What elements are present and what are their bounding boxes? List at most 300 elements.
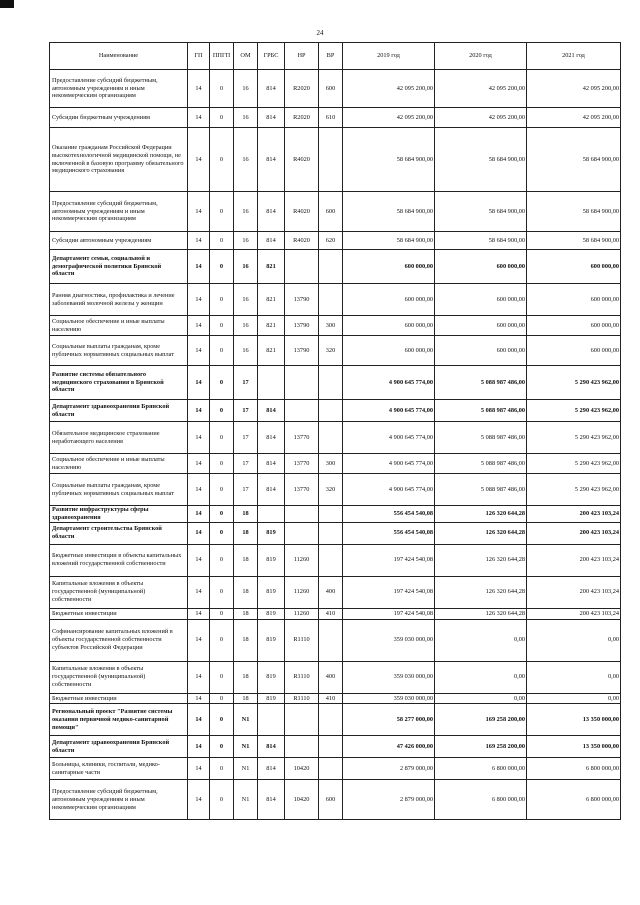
cell-ppgp: 0 bbox=[210, 192, 234, 232]
cell-ppgp: 0 bbox=[210, 780, 234, 820]
cell-ppgp: 0 bbox=[210, 576, 234, 608]
cell-name: Социальные выплаты гражданам, кроме публичных нормативных социальных выплат bbox=[50, 336, 188, 366]
cell-y2020: 5 088 987 486,00 bbox=[435, 474, 527, 506]
cell-y2019: 42 095 200,00 bbox=[343, 108, 435, 128]
cell-vr: 400 bbox=[319, 661, 343, 693]
cell-ppgp: 0 bbox=[210, 70, 234, 108]
cell-nr bbox=[285, 506, 319, 523]
cell-om: N1 bbox=[234, 736, 258, 758]
table-row bbox=[50, 336, 621, 366]
cell-y2021: 600 000,00 bbox=[527, 284, 621, 316]
cell-vr: 300 bbox=[319, 454, 343, 474]
cell-vr bbox=[319, 619, 343, 661]
cell-nr bbox=[285, 366, 319, 400]
cell-om: 18 bbox=[234, 576, 258, 608]
cell-y2021: 13 350 000,00 bbox=[527, 736, 621, 758]
cell-om: 16 bbox=[234, 284, 258, 316]
cell-nr: 13770 bbox=[285, 454, 319, 474]
cell-om: N1 bbox=[234, 704, 258, 736]
cell-y2021: 58 684 900,00 bbox=[527, 128, 621, 192]
cell-y2020: 126 320 644,28 bbox=[435, 544, 527, 576]
cell-y2021: 200 423 103,24 bbox=[527, 608, 621, 619]
cell-grbs: 821 bbox=[258, 336, 285, 366]
cell-nr bbox=[285, 736, 319, 758]
cell-y2020: 600 000,00 bbox=[435, 316, 527, 336]
cell-vr bbox=[319, 400, 343, 422]
table-row bbox=[50, 506, 621, 523]
cell-nr: 13770 bbox=[285, 422, 319, 454]
table-row bbox=[50, 474, 621, 506]
cell-vr: 320 bbox=[319, 336, 343, 366]
cell-nr: R4020 bbox=[285, 232, 319, 250]
cell-grbs: 814 bbox=[258, 422, 285, 454]
cell-nr: 13790 bbox=[285, 316, 319, 336]
cell-name: Ранняя диагностика, профилактика и лечение заболеваний молочной железы у женщин bbox=[50, 284, 188, 316]
cell-name: Бюджетные инвестиции в объекты капитальных вложений государственной собственности bbox=[50, 544, 188, 576]
cell-y2021: 42 095 200,00 bbox=[527, 108, 621, 128]
cell-nr bbox=[285, 704, 319, 736]
cell-y2020: 5 088 987 486,00 bbox=[435, 422, 527, 454]
cell-gp: 14 bbox=[188, 128, 210, 192]
cell-name: Социальные выплаты гражданам, кроме публичных нормативных социальных выплат bbox=[50, 474, 188, 506]
cell-y2021: 42 095 200,00 bbox=[527, 70, 621, 108]
cell-nr: R4020 bbox=[285, 192, 319, 232]
cell-y2019: 556 454 540,08 bbox=[343, 506, 435, 523]
cell-grbs: 814 bbox=[258, 70, 285, 108]
budget-table bbox=[49, 42, 621, 820]
cell-gp: 14 bbox=[188, 454, 210, 474]
table-row bbox=[50, 693, 621, 704]
cell-y2019: 4 900 645 774,00 bbox=[343, 366, 435, 400]
cell-gp: 14 bbox=[188, 422, 210, 454]
cell-nr: 10420 bbox=[285, 758, 319, 780]
cell-om: 17 bbox=[234, 454, 258, 474]
cell-y2021: 0,00 bbox=[527, 693, 621, 704]
page-number: 24 bbox=[316, 29, 324, 37]
cell-gp: 14 bbox=[188, 108, 210, 128]
cell-nr: 10420 bbox=[285, 780, 319, 820]
cell-om: 16 bbox=[234, 70, 258, 108]
cell-y2020: 5 088 987 486,00 bbox=[435, 400, 527, 422]
cell-y2020: 58 684 900,00 bbox=[435, 232, 527, 250]
column-header-2020: 2020 год bbox=[435, 43, 527, 70]
cell-grbs: 814 bbox=[258, 400, 285, 422]
cell-vr bbox=[319, 506, 343, 523]
cell-grbs: 821 bbox=[258, 250, 285, 284]
cell-ppgp: 0 bbox=[210, 704, 234, 736]
table-row bbox=[50, 661, 621, 693]
cell-gp: 14 bbox=[188, 316, 210, 336]
cell-nr bbox=[285, 250, 319, 284]
cell-y2020: 42 095 200,00 bbox=[435, 70, 527, 108]
cell-ppgp: 0 bbox=[210, 758, 234, 780]
cell-om: 18 bbox=[234, 522, 258, 544]
cell-vr bbox=[319, 250, 343, 284]
cell-nr: R2020 bbox=[285, 70, 319, 108]
cell-vr: 600 bbox=[319, 780, 343, 820]
cell-y2021: 200 423 103,24 bbox=[527, 506, 621, 523]
cell-y2019: 58 684 900,00 bbox=[343, 192, 435, 232]
cell-gp: 14 bbox=[188, 661, 210, 693]
cell-gp: 14 bbox=[188, 608, 210, 619]
cell-name: Оказание гражданам Российской Федерации высокотехнологичной медицинской помощи, не включенной в базовую программу обязательного медицинского страхования bbox=[50, 128, 188, 192]
cell-grbs: 819 bbox=[258, 619, 285, 661]
cell-nr: R2020 bbox=[285, 108, 319, 128]
cell-y2019: 359 030 000,00 bbox=[343, 661, 435, 693]
cell-y2021: 200 423 103,24 bbox=[527, 544, 621, 576]
cell-y2019: 4 900 645 774,00 bbox=[343, 474, 435, 506]
cell-y2021: 58 684 900,00 bbox=[527, 232, 621, 250]
column-header-name: Наименование bbox=[50, 43, 188, 70]
cell-gp: 14 bbox=[188, 619, 210, 661]
cell-y2021: 5 290 423 962,00 bbox=[527, 454, 621, 474]
cell-y2019: 600 000,00 bbox=[343, 284, 435, 316]
cell-y2020: 126 320 644,28 bbox=[435, 522, 527, 544]
cell-om: 16 bbox=[234, 128, 258, 192]
cell-gp: 14 bbox=[188, 366, 210, 400]
cell-y2019: 197 424 540,08 bbox=[343, 576, 435, 608]
cell-ppgp: 0 bbox=[210, 316, 234, 336]
cell-vr: 610 bbox=[319, 108, 343, 128]
cell-grbs: 814 bbox=[258, 780, 285, 820]
cell-om: 18 bbox=[234, 506, 258, 523]
cell-vr bbox=[319, 284, 343, 316]
cell-name: Развитие инфраструктуры сферы здравоохранения bbox=[50, 506, 188, 523]
cell-ppgp: 0 bbox=[210, 250, 234, 284]
cell-y2021: 600 000,00 bbox=[527, 316, 621, 336]
cell-y2020: 600 000,00 bbox=[435, 250, 527, 284]
cell-gp: 14 bbox=[188, 400, 210, 422]
table-row bbox=[50, 422, 621, 454]
cell-name: Субсидии автономным учреждениям bbox=[50, 232, 188, 250]
cell-y2019: 2 879 000,00 bbox=[343, 758, 435, 780]
cell-grbs: 819 bbox=[258, 544, 285, 576]
cell-ppgp: 0 bbox=[210, 232, 234, 250]
cell-name: Бюджетные инвестиции bbox=[50, 693, 188, 704]
cell-y2019: 2 879 000,00 bbox=[343, 780, 435, 820]
cell-y2019: 58 684 900,00 bbox=[343, 128, 435, 192]
cell-ppgp: 0 bbox=[210, 336, 234, 366]
cell-vr bbox=[319, 544, 343, 576]
cell-ppgp: 0 bbox=[210, 108, 234, 128]
cell-grbs: 819 bbox=[258, 661, 285, 693]
cell-nr: R1110 bbox=[285, 619, 319, 661]
cell-y2021: 58 684 900,00 bbox=[527, 192, 621, 232]
cell-ppgp: 0 bbox=[210, 454, 234, 474]
cell-gp: 14 bbox=[188, 704, 210, 736]
cell-y2021: 0,00 bbox=[527, 661, 621, 693]
cell-gp: 14 bbox=[188, 522, 210, 544]
cell-nr: R1110 bbox=[285, 661, 319, 693]
cell-y2019: 4 900 645 774,00 bbox=[343, 422, 435, 454]
cell-nr: 13790 bbox=[285, 336, 319, 366]
cell-y2021: 600 000,00 bbox=[527, 250, 621, 284]
cell-y2021: 6 800 000,00 bbox=[527, 758, 621, 780]
cell-om: 18 bbox=[234, 693, 258, 704]
cell-gp: 14 bbox=[188, 232, 210, 250]
cell-grbs: 819 bbox=[258, 608, 285, 619]
cell-gp: 14 bbox=[188, 474, 210, 506]
table-row bbox=[50, 576, 621, 608]
cell-name: Департамент строительства Брянской области bbox=[50, 522, 188, 544]
cell-gp: 14 bbox=[188, 780, 210, 820]
table-row bbox=[50, 454, 621, 474]
cell-ppgp: 0 bbox=[210, 619, 234, 661]
cell-vr bbox=[319, 522, 343, 544]
table-row bbox=[50, 128, 621, 192]
cell-nr: 11260 bbox=[285, 544, 319, 576]
column-header-vr: ВР bbox=[319, 43, 343, 70]
cell-gp: 14 bbox=[188, 758, 210, 780]
cell-name: Обязательное медицинское страхование неработающего населения bbox=[50, 422, 188, 454]
cell-ppgp: 0 bbox=[210, 284, 234, 316]
cell-ppgp: 0 bbox=[210, 400, 234, 422]
cell-name: Предоставление субсидий бюджетным, автономным учреждениям и иным некоммерческим организациям bbox=[50, 70, 188, 108]
cell-y2021: 0,00 bbox=[527, 619, 621, 661]
cell-om: N1 bbox=[234, 758, 258, 780]
cell-om: 18 bbox=[234, 608, 258, 619]
table-row bbox=[50, 619, 621, 661]
table-row bbox=[50, 758, 621, 780]
cell-y2019: 197 424 540,08 bbox=[343, 608, 435, 619]
cell-y2019: 359 030 000,00 bbox=[343, 693, 435, 704]
cell-ppgp: 0 bbox=[210, 128, 234, 192]
cell-om: 16 bbox=[234, 232, 258, 250]
cell-gp: 14 bbox=[188, 70, 210, 108]
cell-y2019: 58 277 000,00 bbox=[343, 704, 435, 736]
cell-ppgp: 0 bbox=[210, 661, 234, 693]
cell-gp: 14 bbox=[188, 736, 210, 758]
column-header-grbs: ГРБС bbox=[258, 43, 285, 70]
cell-om: 16 bbox=[234, 108, 258, 128]
cell-y2021: 5 290 423 962,00 bbox=[527, 422, 621, 454]
cell-vr: 410 bbox=[319, 693, 343, 704]
cell-name: Департамент здравоохранения Брянской области bbox=[50, 736, 188, 758]
cell-om: 18 bbox=[234, 544, 258, 576]
cell-y2020: 0,00 bbox=[435, 661, 527, 693]
cell-nr bbox=[285, 400, 319, 422]
table-row bbox=[50, 250, 621, 284]
cell-name: Департамент здравоохранения Брянской области bbox=[50, 400, 188, 422]
cell-vr: 600 bbox=[319, 192, 343, 232]
cell-grbs bbox=[258, 366, 285, 400]
column-header-2021: 2021 год bbox=[527, 43, 621, 70]
cell-vr: 600 bbox=[319, 70, 343, 108]
cell-y2020: 6 800 000,00 bbox=[435, 758, 527, 780]
cell-y2019: 58 684 900,00 bbox=[343, 232, 435, 250]
cell-om: 16 bbox=[234, 336, 258, 366]
cell-name: Социальное обеспечение и иные выплаты населению bbox=[50, 454, 188, 474]
cell-y2019: 4 900 645 774,00 bbox=[343, 400, 435, 422]
cell-y2020: 126 320 644,28 bbox=[435, 506, 527, 523]
cell-grbs: 821 bbox=[258, 316, 285, 336]
table-row bbox=[50, 704, 621, 736]
cell-y2020: 6 800 000,00 bbox=[435, 780, 527, 820]
cell-gp: 14 bbox=[188, 192, 210, 232]
cell-nr: R4020 bbox=[285, 128, 319, 192]
cell-y2021: 5 290 423 962,00 bbox=[527, 474, 621, 506]
cell-y2019: 600 000,00 bbox=[343, 316, 435, 336]
cell-y2020: 5 088 987 486,00 bbox=[435, 366, 527, 400]
cell-ppgp: 0 bbox=[210, 736, 234, 758]
cell-vr bbox=[319, 128, 343, 192]
cell-y2020: 42 095 200,00 bbox=[435, 108, 527, 128]
cell-y2020: 600 000,00 bbox=[435, 284, 527, 316]
cell-vr: 400 bbox=[319, 576, 343, 608]
cell-grbs: 814 bbox=[258, 736, 285, 758]
cell-gp: 14 bbox=[188, 576, 210, 608]
cell-ppgp: 0 bbox=[210, 474, 234, 506]
cell-y2020: 58 684 900,00 bbox=[435, 128, 527, 192]
cell-nr: 11260 bbox=[285, 576, 319, 608]
cell-y2019: 600 000,00 bbox=[343, 250, 435, 284]
cell-ppgp: 0 bbox=[210, 422, 234, 454]
cell-y2019: 600 000,00 bbox=[343, 336, 435, 366]
cell-y2019: 4 900 645 774,00 bbox=[343, 454, 435, 474]
cell-y2020: 0,00 bbox=[435, 693, 527, 704]
cell-grbs: 814 bbox=[258, 128, 285, 192]
table-row bbox=[50, 544, 621, 576]
table-row bbox=[50, 780, 621, 820]
cell-om: 17 bbox=[234, 400, 258, 422]
cell-gp: 14 bbox=[188, 693, 210, 704]
cell-name: Социальное обеспечение и иные выплаты населению bbox=[50, 316, 188, 336]
cell-grbs bbox=[258, 506, 285, 523]
cell-grbs: 821 bbox=[258, 284, 285, 316]
table-header bbox=[50, 43, 621, 70]
cell-om: 18 bbox=[234, 619, 258, 661]
cell-y2021: 6 800 000,00 bbox=[527, 780, 621, 820]
cell-name: Региональный проект "Развитие системы оказания первичной медико-санитарной помощи" bbox=[50, 704, 188, 736]
cell-y2020: 58 684 900,00 bbox=[435, 192, 527, 232]
cell-ppgp: 0 bbox=[210, 608, 234, 619]
cell-om: 17 bbox=[234, 422, 258, 454]
cell-grbs: 814 bbox=[258, 108, 285, 128]
table-row bbox=[50, 366, 621, 400]
cell-vr bbox=[319, 758, 343, 780]
cell-om: N1 bbox=[234, 780, 258, 820]
cell-grbs: 814 bbox=[258, 454, 285, 474]
cell-vr bbox=[319, 736, 343, 758]
column-header-2019: 2019 год bbox=[343, 43, 435, 70]
cell-ppgp: 0 bbox=[210, 522, 234, 544]
cell-name: Развитие системы обязательного медицинского страхования в Брянской области bbox=[50, 366, 188, 400]
cell-gp: 14 bbox=[188, 284, 210, 316]
table-row bbox=[50, 284, 621, 316]
cell-name: Капитальные вложения в объекты государственной (муниципальной) собственности bbox=[50, 661, 188, 693]
cell-y2020: 5 088 987 486,00 bbox=[435, 454, 527, 474]
table-row bbox=[50, 400, 621, 422]
table-row bbox=[50, 522, 621, 544]
cell-om: 18 bbox=[234, 661, 258, 693]
cell-nr: 11260 bbox=[285, 608, 319, 619]
cell-nr: R1110 bbox=[285, 693, 319, 704]
cell-vr bbox=[319, 366, 343, 400]
cell-grbs: 814 bbox=[258, 758, 285, 780]
cell-grbs: 814 bbox=[258, 232, 285, 250]
table-row bbox=[50, 736, 621, 758]
cell-nr: 13770 bbox=[285, 474, 319, 506]
cell-name: Департамент семьи, социальной и демографической политики Брянской области bbox=[50, 250, 188, 284]
corner-mark bbox=[0, 0, 14, 8]
table-row bbox=[50, 232, 621, 250]
cell-vr: 410 bbox=[319, 608, 343, 619]
table-row bbox=[50, 608, 621, 619]
cell-vr: 320 bbox=[319, 474, 343, 506]
cell-name: Капитальные вложения в объекты государственной (муниципальной) собственности bbox=[50, 576, 188, 608]
cell-grbs: 819 bbox=[258, 693, 285, 704]
cell-gp: 14 bbox=[188, 544, 210, 576]
cell-ppgp: 0 bbox=[210, 544, 234, 576]
cell-gp: 14 bbox=[188, 506, 210, 523]
cell-y2019: 197 424 540,08 bbox=[343, 544, 435, 576]
cell-y2019: 556 454 540,08 bbox=[343, 522, 435, 544]
cell-y2020: 126 320 644,28 bbox=[435, 576, 527, 608]
table-row bbox=[50, 192, 621, 232]
cell-grbs: 819 bbox=[258, 522, 285, 544]
cell-y2021: 200 423 103,24 bbox=[527, 522, 621, 544]
cell-name: Предоставление субсидий бюджетным, автономным учреждениям и иным некоммерческим организациям bbox=[50, 192, 188, 232]
column-header-nr: НР bbox=[285, 43, 319, 70]
cell-vr bbox=[319, 704, 343, 736]
column-header-ppgp: ППГП bbox=[210, 43, 234, 70]
cell-vr: 620 bbox=[319, 232, 343, 250]
cell-y2019: 47 426 000,00 bbox=[343, 736, 435, 758]
cell-om: 16 bbox=[234, 192, 258, 232]
cell-name: Субсидии бюджетным учреждениям bbox=[50, 108, 188, 128]
cell-name: Больницы, клиники, госпитали, медико-санитарные части bbox=[50, 758, 188, 780]
cell-gp: 14 bbox=[188, 250, 210, 284]
cell-gp: 14 bbox=[188, 336, 210, 366]
cell-name: Бюджетные инвестиции bbox=[50, 608, 188, 619]
cell-y2021: 5 290 423 962,00 bbox=[527, 366, 621, 400]
cell-y2020: 0,00 bbox=[435, 619, 527, 661]
cell-y2020: 126 320 644,28 bbox=[435, 608, 527, 619]
table-row bbox=[50, 70, 621, 108]
cell-ppgp: 0 bbox=[210, 693, 234, 704]
cell-y2021: 200 423 103,24 bbox=[527, 576, 621, 608]
cell-om: 17 bbox=[234, 474, 258, 506]
cell-om: 16 bbox=[234, 250, 258, 284]
cell-om: 16 bbox=[234, 316, 258, 336]
cell-y2021: 5 290 423 962,00 bbox=[527, 400, 621, 422]
column-header-om: ОМ bbox=[234, 43, 258, 70]
cell-ppgp: 0 bbox=[210, 506, 234, 523]
cell-grbs: 819 bbox=[258, 576, 285, 608]
cell-nr bbox=[285, 522, 319, 544]
cell-nr: 13790 bbox=[285, 284, 319, 316]
cell-vr bbox=[319, 422, 343, 454]
cell-ppgp: 0 bbox=[210, 366, 234, 400]
table-body bbox=[50, 70, 621, 820]
cell-name: Предоставление субсидий бюджетным, автономным учреждениям и иным некоммерческим организациям bbox=[50, 780, 188, 820]
cell-y2021: 13 350 000,00 bbox=[527, 704, 621, 736]
table-row bbox=[50, 108, 621, 128]
cell-y2020: 169 258 200,00 bbox=[435, 736, 527, 758]
column-header-gp: ГП bbox=[188, 43, 210, 70]
cell-grbs: 814 bbox=[258, 192, 285, 232]
cell-om: 17 bbox=[234, 366, 258, 400]
cell-y2020: 600 000,00 bbox=[435, 336, 527, 366]
cell-y2019: 359 030 000,00 bbox=[343, 619, 435, 661]
cell-y2019: 42 095 200,00 bbox=[343, 70, 435, 108]
cell-y2021: 600 000,00 bbox=[527, 336, 621, 366]
cell-vr: 300 bbox=[319, 316, 343, 336]
cell-name: Софинансирование капитальных вложений в объекты государственной собственности субъектов Российской Федерации bbox=[50, 619, 188, 661]
cell-y2020: 169 258 200,00 bbox=[435, 704, 527, 736]
cell-grbs: 814 bbox=[258, 474, 285, 506]
table-row bbox=[50, 316, 621, 336]
